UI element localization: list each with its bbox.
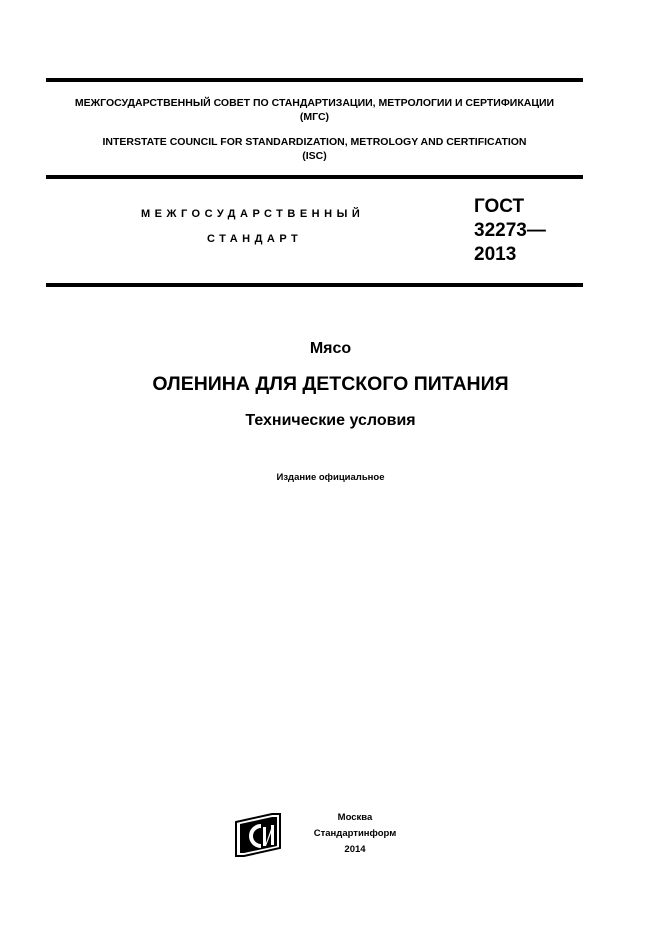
- imprint: [295, 810, 415, 858]
- imprint-city: Москва: [337, 812, 373, 823]
- edition-note: Издание официальное: [276, 472, 385, 483]
- council-name-en: [46, 135, 583, 163]
- council-abbr-en: (ISC): [302, 150, 327, 162]
- council-name-ru-text: МЕЖГОСУДАРСТВЕННЫЙ СОВЕТ ПО СТАНДАРТИЗАЦИИ, МЕТРОЛОГИИ И СЕРТИФИКАЦИИ: [74, 97, 555, 109]
- imprint-publisher: Стандартинформ: [313, 828, 397, 839]
- standartinform-logo-icon: [234, 812, 282, 858]
- imprint-year: 2014: [344, 844, 366, 855]
- title-main: ОЛЕНИНА ДЛЯ ДЕТСКОГО ПИТАНИЯ: [152, 373, 509, 395]
- council-name-en-text: INTERSTATE COUNCIL FOR STANDARDIZATION, METROLOGY AND CERTIFICATION: [102, 136, 527, 148]
- title-category: Мясо: [309, 340, 352, 357]
- standard-type-line-1: МЕЖГОСУДАРСТВЕННЫЙ: [141, 208, 365, 220]
- gost-label: ГОСТ: [474, 196, 525, 217]
- bottom-rule: [46, 283, 583, 287]
- gost-year: 2013: [474, 244, 517, 265]
- gost-number: 32273—: [474, 220, 546, 241]
- standard-type-line-2: СТАНДАРТ: [207, 233, 303, 245]
- middle-rule: [46, 175, 583, 179]
- council-abbr-ru: (МГС): [299, 111, 330, 123]
- title-subtitle: Технические условия: [245, 412, 416, 429]
- council-name-ru: [46, 96, 583, 124]
- gost-designation: [474, 195, 546, 267]
- top-rule: [46, 78, 583, 82]
